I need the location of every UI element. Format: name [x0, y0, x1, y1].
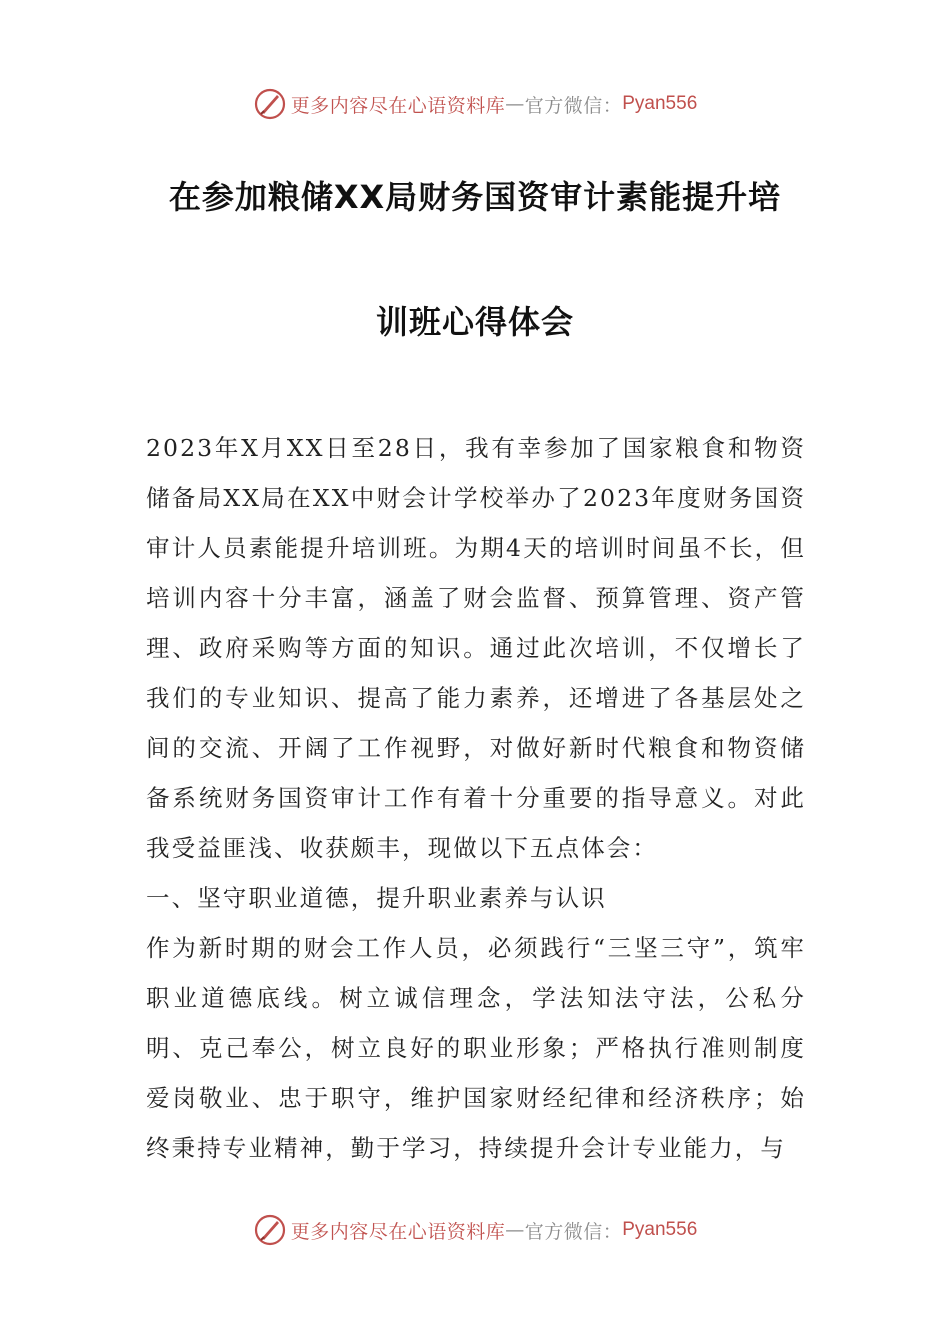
section-1-paragraph: 作为新时期的财会工作人员，必须践行“三坚三守”，筑牢职业道德底线。树立诚信理念，学法知法守法，公私分明、克己奉公，树立良好的职业形象；严格执行准则制度爱岗敬业、忠于职守，维护国家财经纪律和经济秩序；始终秉持专业精神，勤于学习，持续提升会计专业能力，与: [146, 934, 806, 1162]
footer-watermark-banner: [0, 1208, 950, 1252]
banner-wechat-label: 官方微信：: [524, 1220, 623, 1243]
header-watermark-banner: [0, 82, 950, 126]
banner-main-text: 更多内容尽在心语资料库: [290, 94, 506, 117]
document-body: [146, 423, 806, 1173]
banner-main-text: 更多内容尽在心语资料库: [290, 1220, 506, 1243]
banner-separator: —: [505, 1219, 525, 1241]
banner-separator: —: [505, 93, 525, 115]
section-heading-1: 一、坚守职业道德，提升职业素养与认识: [146, 884, 607, 912]
banner-wechat-label: 官方微信：: [524, 94, 623, 117]
banner-wechat-id: Pyan556: [622, 93, 698, 114]
quill-pen-circle-icon: [253, 87, 287, 121]
quill-pen-circle-icon: [253, 1213, 287, 1247]
intro-paragraph: 2023年X月XX日至28日，我有幸参加了国家粮食和物资储备局XX局在XX中财会计学校举办了2023年度财务国资审计人员素能提升培训班。为期4天的培训时间虽不长，但培训内容十分丰富，涵盖了财会监督、预算管理、资产管理、政府采购等方面的知识。通过此次培训，不仅增长了我们的专业知识、提高了能力素养，还增进了各基层处之间的交流、开阔了工作视野，对做好新时代粮食和物资储备系统财务国资审计工作有着十分重要的指导意义。对此我受益匪浅、收获颇丰，现做以下五点体会：: [146, 434, 806, 862]
document-title-line-1: 在参加粮储XX局财务国资审计素能提升培: [168, 178, 782, 216]
banner-wechat-id: Pyan556: [622, 1219, 698, 1240]
document-title-line-2: 训班心得体会: [375, 303, 574, 341]
